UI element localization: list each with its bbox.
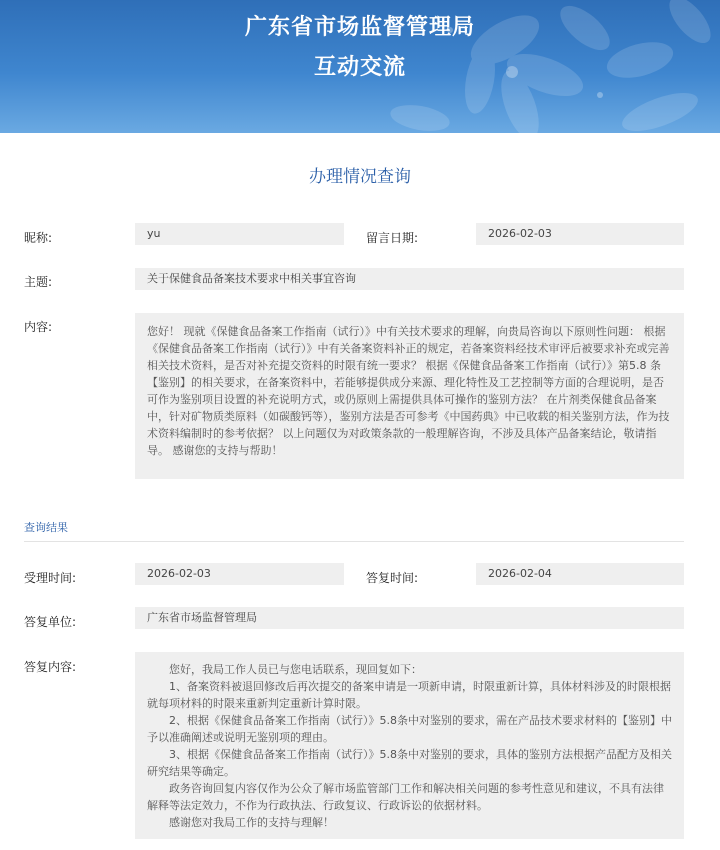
- reply-paragraph: 您好，我局工作人员已与您电话联系，现回复如下：: [169, 663, 422, 676]
- nickname-field: yu: [135, 223, 344, 245]
- reply-time-label: 答复时间:: [366, 571, 419, 585]
- content-text: 您好！ 现就《保健食品备案工作指南（试行）》中有关技术要求的理解，向贵局咨询以下原则性问题： 根据《保健食品备案工作指南（试行）》中有关备案资料补正的规定，若备案资料经技术审评后被要求补充或完善相关技术资料，是否对补充提交资料的时限有统一要求？ 根据《保健食品备案工作指南（试行）》第5.8 条【鉴别】的相关要求，在备案资料中，若能够提供成分来源、理化特性及工艺控制等方面的合理说明，是否可作为鉴别项目设置的补充说明方式，或仍原则上需提供具体可操作的鉴别方法？ 在片剂类保健食品备案中，针对矿物质类原料（如碳酸钙等），鉴别方法是否可参考《中国药典》中已收载的相关鉴别方法，作为技术资料编制时的参考依据？ 以上问题仅为对政策条款的一般理解咨询，不涉及具体产品备案结论，敬请指导。 感谢您的支持与帮助！: [147, 325, 670, 457]
- reply-unit-field: 广东省市场监督管理局: [135, 607, 684, 629]
- reply-paragraph: 感谢您对我局工作的支持与理解！: [169, 816, 334, 829]
- section-title: 互动交流: [313, 55, 406, 80]
- nickname-label: 昵称:: [24, 231, 53, 245]
- divider: [24, 541, 684, 542]
- accept-time-field: 2026-02-03: [135, 563, 344, 585]
- result-section-title: 查询结果: [24, 521, 68, 534]
- content-label: 内容:: [24, 320, 53, 334]
- content-field: [135, 313, 684, 479]
- page-title: 办理情况查询: [309, 167, 411, 187]
- reply-paragraph: 政务咨询回复内容仅作为公众了解市场监管部门工作和解决相关问题的参考性意见和建议，不具有法律解释等法定效力，不作为行政执法、行政复议、行政诉讼的依据材料。: [147, 782, 664, 812]
- subject-field: 关于保健食品备案技术要求中相关事宜咨询: [135, 268, 684, 290]
- reply-paragraph: 3、根据《保健食品备案工作指南（试行）》5.8条中对鉴别的要求，具体的鉴别方法根据产品配方及相关研究结果等确定。: [147, 748, 672, 778]
- date-field: 2026-02-03: [476, 223, 684, 245]
- reply-time-field: 2026-02-04: [476, 563, 684, 585]
- reply-unit-label: 答复单位:: [24, 615, 77, 629]
- subject-label: 主题:: [24, 275, 53, 289]
- reply-content-field: [135, 652, 684, 839]
- reply-paragraph: 1、备案资料被退回修改后再次提交的备案申请是一项新申请，时限重新计算，具体材料涉及的时限根据就每项材料的时限来重新判定重新计算时限。: [147, 680, 671, 710]
- agency-title: 广东省市场监督管理局: [244, 15, 475, 40]
- date-label: 留言日期:: [366, 231, 419, 245]
- accept-time-label: 受理时间:: [24, 571, 77, 585]
- reply-paragraph: 2、根据《保健食品备案工作指南（试行）》5.8条中对鉴别的要求，需在产品技术要求材料的【鉴别】中予以准确阐述或说明无鉴别项的理由。: [147, 714, 672, 744]
- header-banner: [0, 0, 720, 133]
- reply-content-label: 答复内容:: [24, 660, 77, 674]
